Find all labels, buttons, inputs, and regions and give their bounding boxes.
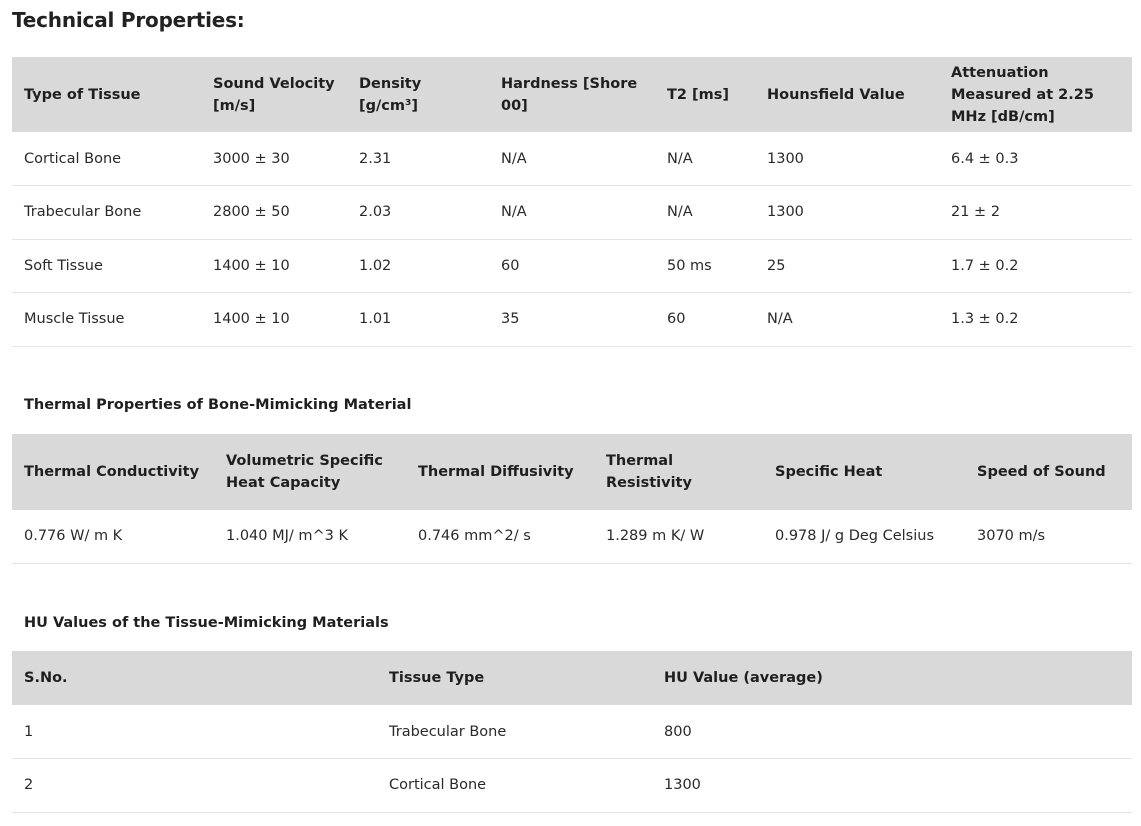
table-cell: 1.3 ± 0.2 <box>939 293 1132 347</box>
table-cell: 1 <box>12 705 377 759</box>
table-cell: 3000 ± 30 <box>201 132 347 186</box>
column-header: Thermal Resistivity <box>594 434 763 510</box>
column-header: Attenuation Measured at 2.25 MHz [dB/cm] <box>939 57 1132 132</box>
table-cell: 2 <box>12 759 377 813</box>
column-header: Type of Tissue <box>12 57 201 132</box>
column-header: Tissue Type <box>377 651 652 705</box>
table-row <box>12 186 1132 240</box>
table-cell: 2.31 <box>347 132 489 186</box>
table-cell: 1.7 ± 0.2 <box>939 239 1132 293</box>
column-header: Hounsfield Value <box>755 57 939 132</box>
table-cell: 1.040 MJ/ m^3 K <box>214 510 406 563</box>
table-row <box>12 239 1132 293</box>
table-cell: 1300 <box>755 132 939 186</box>
table-cell: 0.776 W/ m K <box>12 510 214 563</box>
table-cell: 60 <box>655 293 755 347</box>
table-cell: 25 <box>755 239 939 293</box>
table-cell: Soft Tissue <box>12 239 201 293</box>
column-header: Density [g/cm³] <box>347 57 489 132</box>
technical-properties-table <box>12 57 1132 347</box>
hu-values-heading: HU Values of the Tissue-Mimicking Materials <box>24 615 389 631</box>
table-cell: 1.289 m K/ W <box>594 510 763 563</box>
table-cell: 35 <box>489 293 655 347</box>
table-row <box>12 510 1132 563</box>
table-cell: 0.746 mm^2/ s <box>406 510 594 563</box>
table-cell: N/A <box>489 186 655 240</box>
table-cell: 1.01 <box>347 293 489 347</box>
table-cell: N/A <box>755 293 939 347</box>
table-cell: 60 <box>489 239 655 293</box>
table-row <box>12 293 1132 347</box>
table-cell: 1.02 <box>347 239 489 293</box>
column-header: Volumetric Specific Heat Capacity <box>214 434 406 510</box>
table-cell: Trabecular Bone <box>377 705 652 759</box>
table-cell: 1400 ± 10 <box>201 293 347 347</box>
table-cell: 6.4 ± 0.3 <box>939 132 1132 186</box>
column-header: Thermal Conductivity <box>12 434 214 510</box>
table-cell: 2.03 <box>347 186 489 240</box>
page-title: Technical Properties: <box>12 8 245 32</box>
table-cell: Cortical Bone <box>377 759 652 813</box>
table-cell: 1300 <box>755 186 939 240</box>
table-cell: 2800 ± 50 <box>201 186 347 240</box>
table-row <box>12 705 1132 759</box>
table-header-row <box>12 434 1132 510</box>
hu-values-table <box>12 651 1132 813</box>
table-cell: 800 <box>652 705 1132 759</box>
table-cell: 1300 <box>652 759 1132 813</box>
table-row <box>12 132 1132 186</box>
column-header: Hardness [Shore 00] <box>489 57 655 132</box>
column-header: Thermal Diffusivity <box>406 434 594 510</box>
table-cell: 21 ± 2 <box>939 186 1132 240</box>
table-header-row <box>12 651 1132 705</box>
column-header: Specific Heat <box>763 434 965 510</box>
table-row <box>12 759 1132 813</box>
column-header: Speed of Sound <box>965 434 1132 510</box>
column-header: Sound Velocity [m/s] <box>201 57 347 132</box>
table-cell: Trabecular Bone <box>12 186 201 240</box>
table-cell: 1400 ± 10 <box>201 239 347 293</box>
column-header: T2 [ms] <box>655 57 755 132</box>
table-cell: Muscle Tissue <box>12 293 201 347</box>
column-header: S.No. <box>12 651 377 705</box>
table-cell: 3070 m/s <box>965 510 1132 563</box>
table-cell: N/A <box>655 186 755 240</box>
column-header: HU Value (average) <box>652 651 1132 705</box>
table-cell: 0.978 J/ g Deg Celsius <box>763 510 965 563</box>
table-cell: 50 ms <box>655 239 755 293</box>
table-header-row <box>12 57 1132 132</box>
table-cell: N/A <box>655 132 755 186</box>
table-cell: Cortical Bone <box>12 132 201 186</box>
thermal-properties-heading: Thermal Properties of Bone-Mimicking Material <box>24 397 412 413</box>
thermal-properties-table <box>12 434 1132 564</box>
table-cell: N/A <box>489 132 655 186</box>
